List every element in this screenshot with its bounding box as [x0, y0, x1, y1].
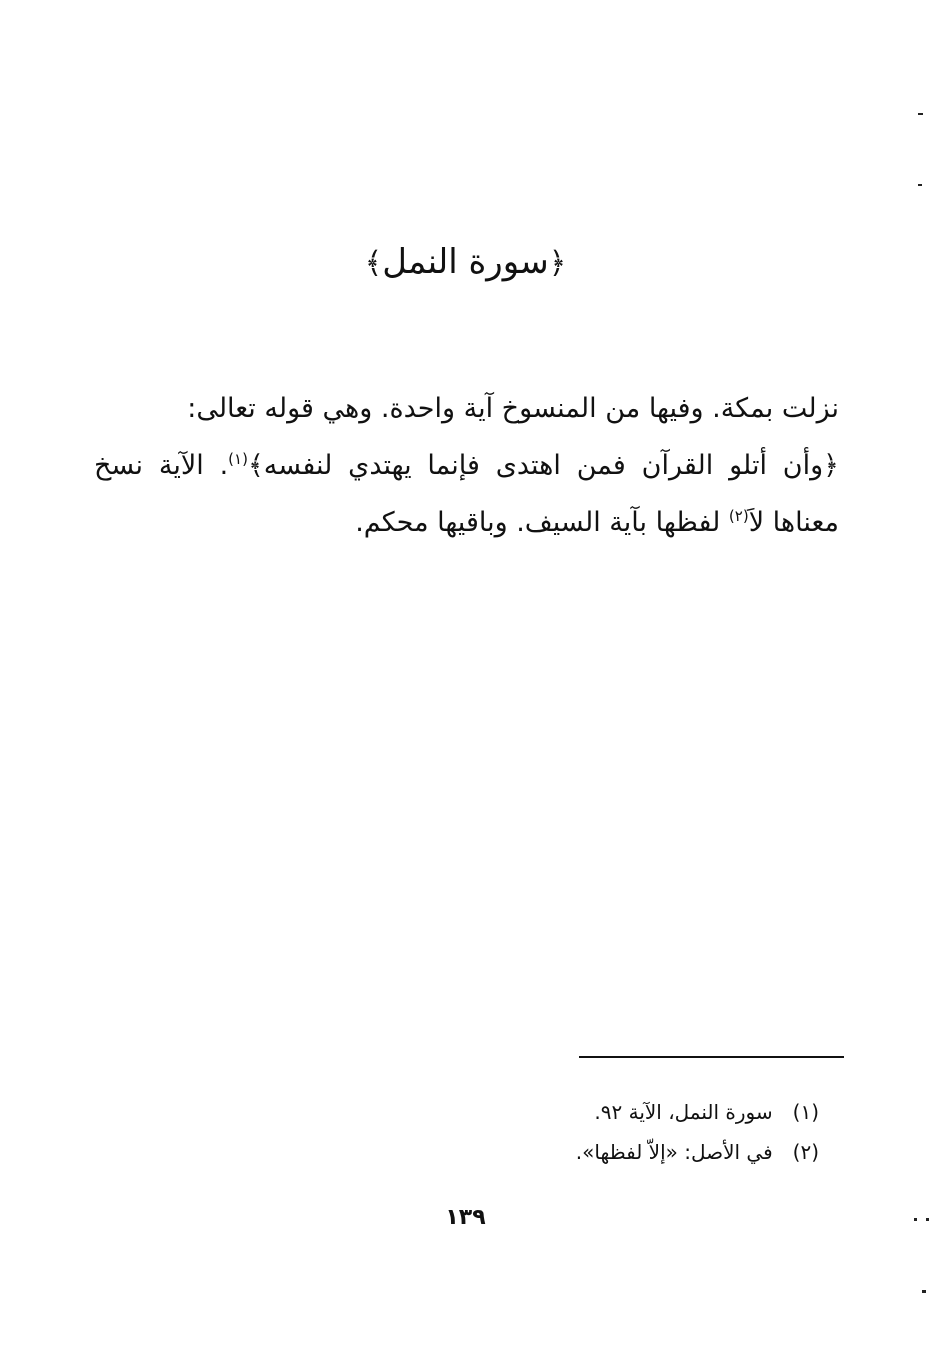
scan-speck: [922, 1290, 926, 1293]
scan-speck: [914, 1218, 917, 1221]
scan-speck: [926, 1218, 929, 1221]
main-text: [94, 380, 839, 551]
closing-text: لفظها بآية السيف. وباقيها محكم.: [355, 507, 729, 538]
title-open-ornament: ﴿: [548, 246, 567, 281]
verse-open-bracket: ﴿: [823, 450, 839, 481]
footnotes: [319, 1092, 819, 1172]
surah-title: [0, 232, 931, 294]
verse-text: وأن أتلو القرآن فمن اهتدى فإنما يهتدي لنفسه: [263, 450, 824, 481]
scan-speck: [918, 184, 922, 186]
verse-paragraph: [94, 437, 839, 551]
after-verse-text: . الآية نسخ معناها لاَ: [94, 450, 839, 538]
footnote-1-number: (١): [792, 1100, 819, 1124]
footnote-2-text: في الأصل: «إلاّ لفظها».: [575, 1140, 773, 1164]
footnote-2: [319, 1132, 819, 1172]
page-number: ١٣٩: [445, 1205, 486, 1230]
footnote-2-number: (٢): [792, 1140, 819, 1164]
verse-close-bracket: ﴾: [247, 450, 264, 481]
title-text: سورة النمل: [382, 242, 549, 282]
footnote-1: [319, 1092, 819, 1132]
footnote-marker-1: (١): [228, 450, 248, 468]
footnote-marker-2: (٢): [728, 507, 749, 525]
intro-line: نزلت بمكة. وفيها من المنسوخ آية واحدة. وهي قوله تعالى:: [187, 393, 839, 424]
scan-speck: [918, 113, 923, 115]
footnote-separator: [579, 1056, 844, 1058]
title-close-ornament: ﴾: [364, 246, 383, 281]
footnote-1-text: سورة النمل، الآية ٩٢.: [594, 1100, 773, 1124]
